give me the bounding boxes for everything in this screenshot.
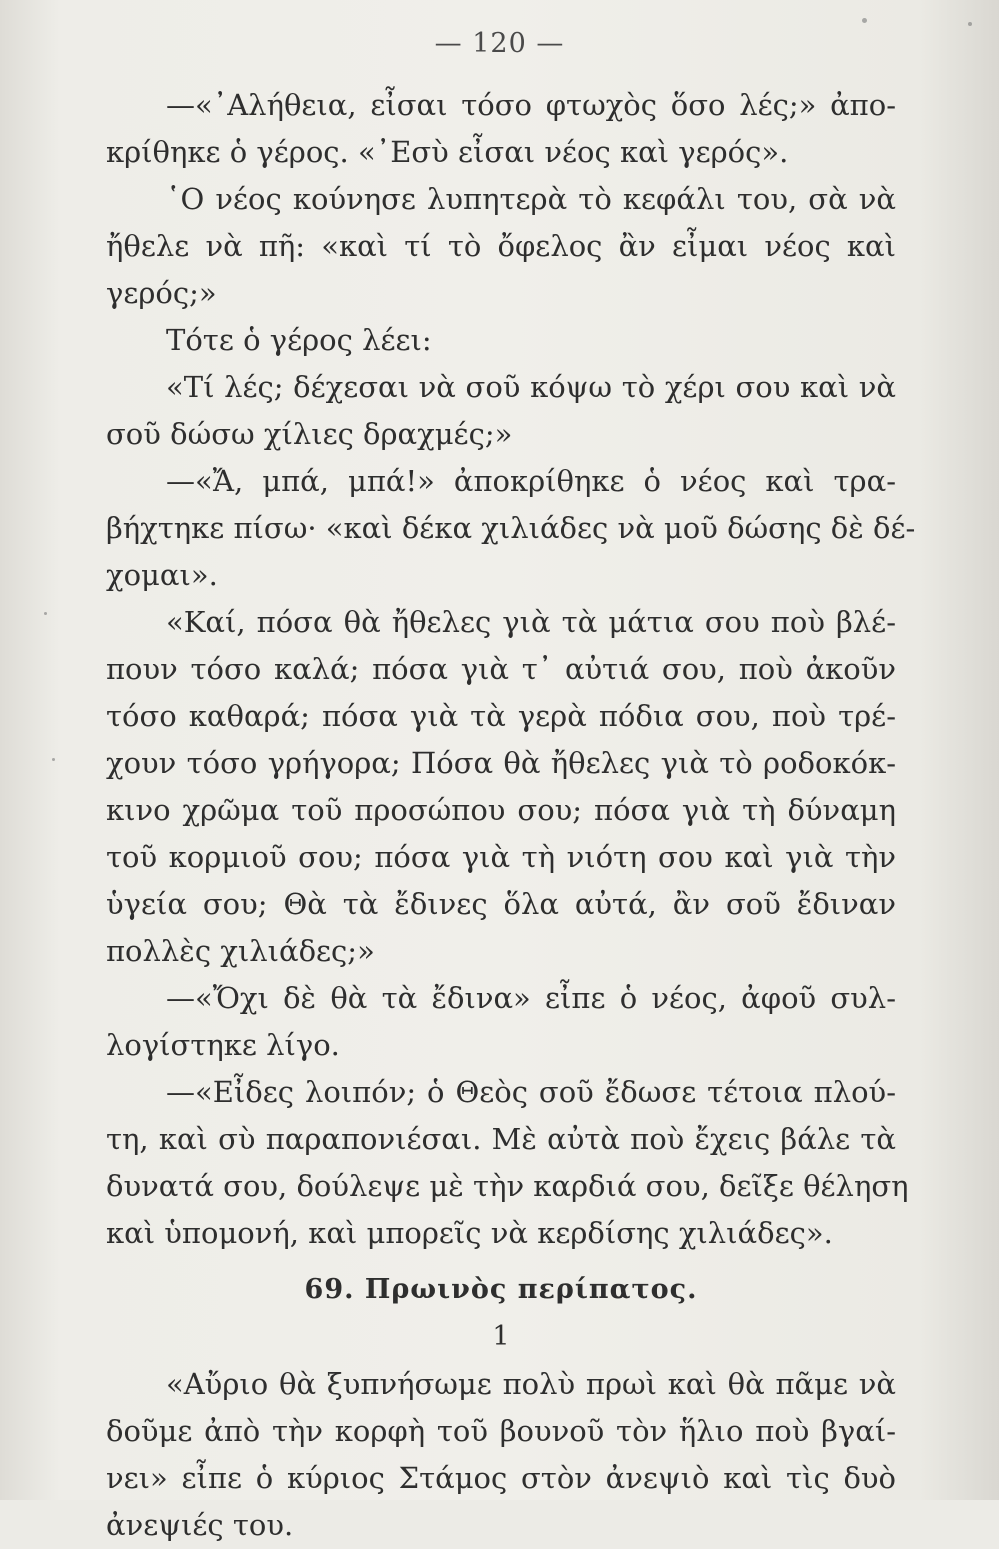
- page-number: — 120 —: [434, 28, 565, 59]
- print-speck: [862, 18, 867, 23]
- text-line: —«Εἶδες λοιπόν; ὁ Θεὸς σοῦ ἔδωσε τέτοια πλού-: [166, 1075, 896, 1109]
- text-line: —«᾿Αλήθεια, εἶσαι τόσο φτωχὸς ὅσο λές;» ἀπο-: [166, 88, 896, 122]
- text-line: «Καί, πόσα θὰ ἤθελες γιὰ τὰ μάτια σου ποὺ βλέ-: [166, 605, 896, 639]
- print-speck: [44, 612, 47, 615]
- text-line: ἀνεψιές του.: [106, 1508, 294, 1542]
- text-line: λογίστηκε λίγο.: [106, 1028, 340, 1062]
- print-speck: [52, 758, 55, 761]
- text-line: πολλὲς χιλιάδες;»: [106, 934, 375, 968]
- text-line: χουν τόσο γρήγορα; Πόσα θὰ ἤθελες γιὰ τὸ ροδοκόκ-: [106, 746, 896, 780]
- text-line: «Αὔριο θὰ ξυπνήσωμε πολὺ πρωὶ καὶ θὰ πᾶμε νὰ: [166, 1367, 896, 1401]
- text-line: —«Ἄ, μπά, μπά!» ἀποκρίθηκε ὁ νέος καὶ τρα-: [166, 464, 896, 498]
- text-line: δυνατά σου, δούλεψε μὲ τὴν καρδιά σου, δεῖξε θέληση: [106, 1169, 909, 1203]
- text-line: κρίθηκε ὁ γέρος. «᾿Εσὺ εἶσαι νέος καὶ γερός».: [106, 135, 789, 169]
- text-line: δοῦμε ἀπὸ τὴν κορφὴ τοῦ βουνοῦ τὸν ἥλιο ποὺ βγαί-: [106, 1414, 896, 1448]
- text-line: Τότε ὁ γέρος λέει:: [166, 323, 432, 357]
- text-line: —«Ὄχι δὲ θὰ τὰ ἔδινα» εἶπε ὁ νέος, ἀφοῦ συλ-: [166, 981, 896, 1015]
- text-line: ῾Ο νέος κούνησε λυπητερὰ τὸ κεφάλι του, σὰ νὰ: [166, 182, 896, 216]
- section-subnumber: 1: [492, 1321, 510, 1352]
- text-line: βήχτηκε πίσω· «καὶ δέκα χιλιάδες νὰ μοῦ δώσης δὲ δέ-: [106, 511, 916, 545]
- text-line: γερός;»: [106, 276, 217, 310]
- text-line: ὑγεία σου; Θὰ τὰ ἔδινες ὅλα αὐτά, ἂν σοῦ ἔδιναν: [106, 887, 896, 921]
- text-line: τοῦ κορμιοῦ σου; πόσα γιὰ τὴ νιότη σου καὶ γιὰ τὴν: [106, 840, 896, 874]
- text-line: ἤθελε νὰ πῆ: «καὶ τί τὸ ὄφελος ἂν εἶμαι νέος καὶ: [106, 229, 896, 263]
- print-speck: [968, 22, 972, 26]
- text-line: χομαι».: [106, 558, 218, 592]
- text-line: σοῦ δώσω χίλιες δραχμές;»: [106, 417, 513, 451]
- text-line: κινο χρῶμα τοῦ προσώπου σου; πόσα γιὰ τὴ δύναμη: [106, 793, 896, 827]
- section-heading: 69. Πρωινὸς περίπατος.: [304, 1274, 698, 1305]
- text-line: τόσο καθαρά; πόσα γιὰ τὰ γερὰ πόδια σου, ποὺ τρέ-: [106, 699, 896, 733]
- text-line: νει» εἶπε ὁ κύριος Στάμος στὸν ἀνεψιὸ καὶ τὶς δυὸ: [106, 1461, 896, 1495]
- text-line: πουν τόσο καλά; πόσα γιὰ τ᾿ αὐτιά σου, ποὺ ἀκοῦν: [106, 652, 896, 686]
- text-line: τη, καὶ σὺ παραπονιέσαι. Μὲ αὐτὰ ποὺ ἔχεις βάλε τὰ: [106, 1122, 896, 1156]
- text-line: καὶ ὑπομονή, καὶ μπορεῖς νὰ κερδίσης χιλιάδες».: [106, 1216, 833, 1250]
- page-text: [106, 82, 916, 1549]
- text-line: «Τί λές; δέχεσαι νὰ σοῦ κόψω τὸ χέρι σου καὶ νὰ: [166, 370, 896, 404]
